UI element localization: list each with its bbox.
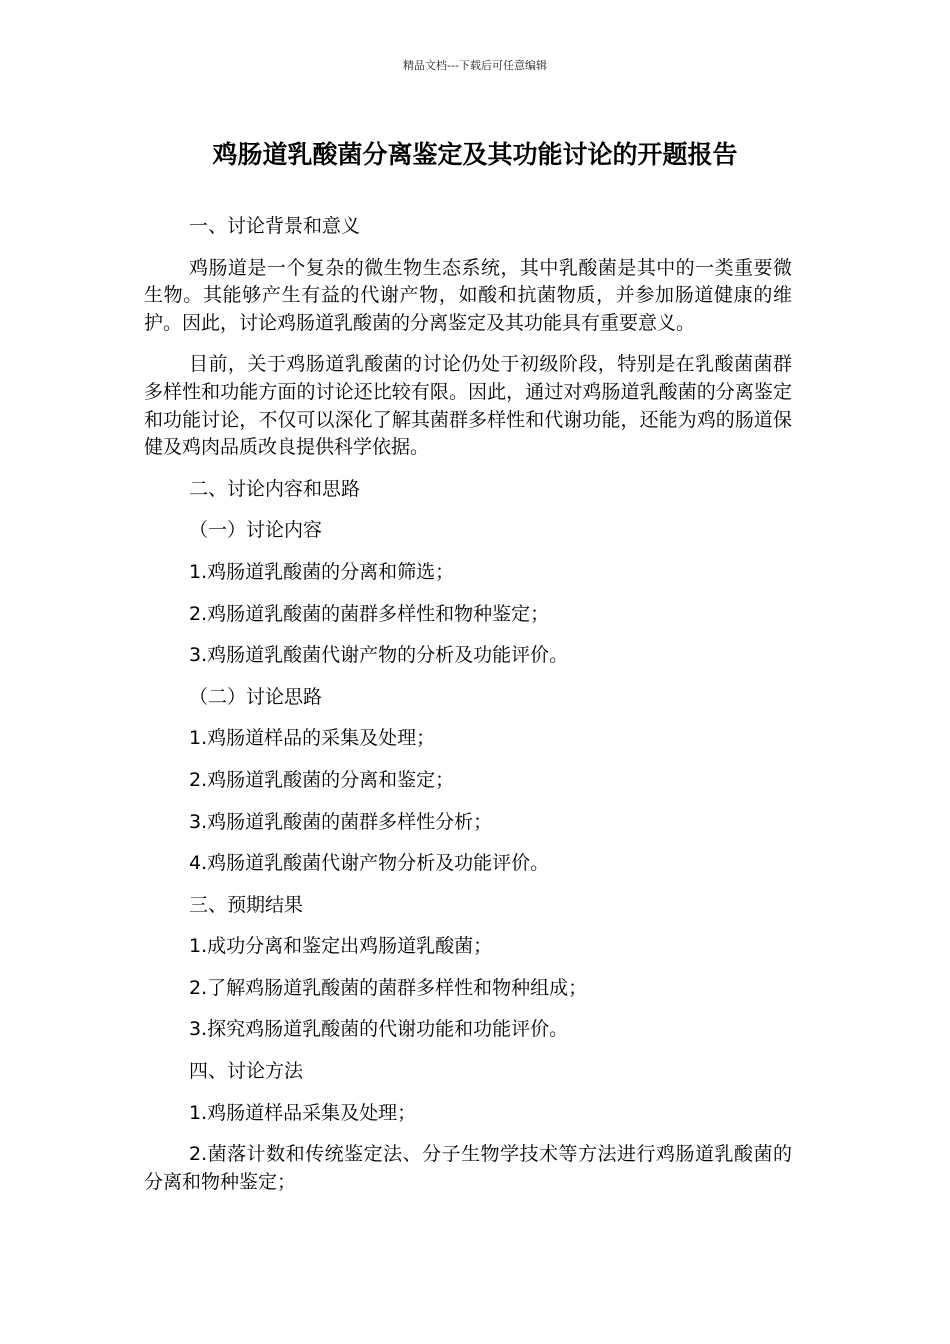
list-item: 3.探究鸡肠道乳酸菌的代谢功能和功能评价。	[189, 1018, 569, 1041]
list-item: 3.鸡肠道乳酸菌的菌群多样性分析；	[189, 810, 493, 833]
list-item: 1.鸡肠道样品采集及处理；	[189, 1101, 417, 1124]
list-item: 1.成功分离和鉴定出鸡肠道乳酸菌；	[189, 935, 493, 958]
paragraph-background-1: 鸡肠道是一个复杂的微生物生态系统，其中乳酸菌是其中的一类重要微生物。其能够产生有益的代谢产物，如酸和抗菌物质，并参加肠道健康的维护。因此，讨论鸡肠道乳酸菌的分离鉴定及其功能具有重要意义。	[144, 256, 792, 334]
section-heading-expected-results: 三、预期结果	[189, 893, 304, 916]
document-body	[144, 213, 792, 1210]
list-item: 2.鸡肠道乳酸菌的菌群多样性和物种鉴定；	[189, 602, 550, 625]
paragraph-background-2: 目前，关于鸡肠道乳酸菌的讨论仍处于初级阶段，特别是在乳酸菌菌群多样性和功能方面的讨论还比较有限。因此，通过对鸡肠道乳酸菌的分离鉴定和功能讨论，不仅可以深化了解其菌群多样性和代谢功能，还能为鸡的肠道保健及鸡肉品质改良提供科学依据。	[144, 353, 792, 459]
list-item: 1.鸡肠道乳酸菌的分离和筛选；	[189, 560, 455, 583]
section-heading-content: 二、讨论内容和思路	[189, 477, 361, 500]
header-note: 精品文档---下载后可任意编辑	[403, 59, 547, 72]
subsection-heading-approach: （二）讨论思路	[189, 685, 323, 708]
section-heading-methods: 四、讨论方法	[189, 1060, 304, 1083]
subsection-heading-content: （一）讨论内容	[189, 519, 323, 542]
list-item: 2.菌落计数和传统鉴定法、分子生物学技术等方法进行鸡肠道乳酸菌的分离和物种鉴定；	[144, 1143, 792, 1193]
section-heading-background: 一、讨论背景和意义	[189, 215, 361, 237]
document-title: 鸡肠道乳酸菌分离鉴定及其功能讨论的开题报告	[212, 140, 738, 169]
list-item: 2.鸡肠道乳酸菌的分离和鉴定；	[189, 768, 455, 791]
list-item: 4.鸡肠道乳酸菌代谢产物分析及功能评价。	[189, 852, 550, 875]
list-item: 2.了解鸡肠道乳酸菌的菌群多样性和物种组成；	[189, 976, 588, 999]
list-item: 3.鸡肠道乳酸菌代谢产物的分析及功能评价。	[189, 644, 569, 667]
list-item: 1.鸡肠道样品的采集及处理；	[189, 727, 436, 750]
